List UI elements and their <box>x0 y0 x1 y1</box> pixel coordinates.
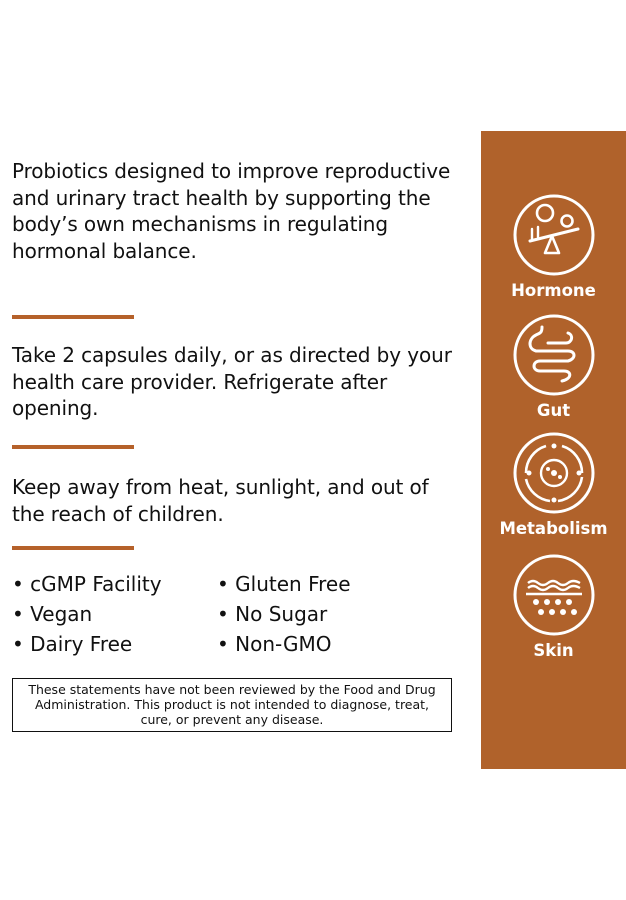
divider <box>12 546 134 550</box>
skin-icon <box>512 553 596 637</box>
benefit-label: Metabolism <box>499 519 608 538</box>
warning-text: Keep away from heat, sunlight, and out of the reach of children. <box>12 475 429 526</box>
description-text: Probiotics designed to improve reproductive and urinary tract health by supporting the body’s own mechanisms in regulating hormonal balance. <box>12 159 451 263</box>
benefit-gut <box>481 313 626 421</box>
feature-item: • No Sugar <box>217 602 328 626</box>
benefit-skin <box>481 553 626 661</box>
feature-item: • Gluten Free <box>217 572 351 596</box>
benefit-label: Gut <box>536 401 571 420</box>
hormone-balance-icon <box>512 193 596 277</box>
metabolism-icon <box>512 431 596 515</box>
feature-item: • Non-GMO <box>217 632 332 656</box>
directions-text: Take 2 capsules daily, or as directed by your health care provider. Refrigerate after opening. <box>12 343 452 420</box>
benefits-panel <box>481 131 626 769</box>
benefit-hormone <box>481 193 626 301</box>
benefit-label: Skin <box>533 641 574 660</box>
feature-list <box>12 571 417 657</box>
feature-item: • cGMP Facility <box>12 572 162 596</box>
divider <box>12 445 134 449</box>
benefit-metabolism <box>481 431 626 539</box>
feature-item: • Dairy Free <box>12 632 133 656</box>
intestine-icon <box>512 313 596 397</box>
divider <box>12 315 134 319</box>
benefit-label: Hormone <box>511 281 596 300</box>
feature-item: • Vegan <box>12 602 93 626</box>
fda-disclaimer: These statements have not been reviewed by the Food and Drug Administration. This product is not intended to diagnose, treat, cure, or prevent any disease. <box>12 678 452 732</box>
